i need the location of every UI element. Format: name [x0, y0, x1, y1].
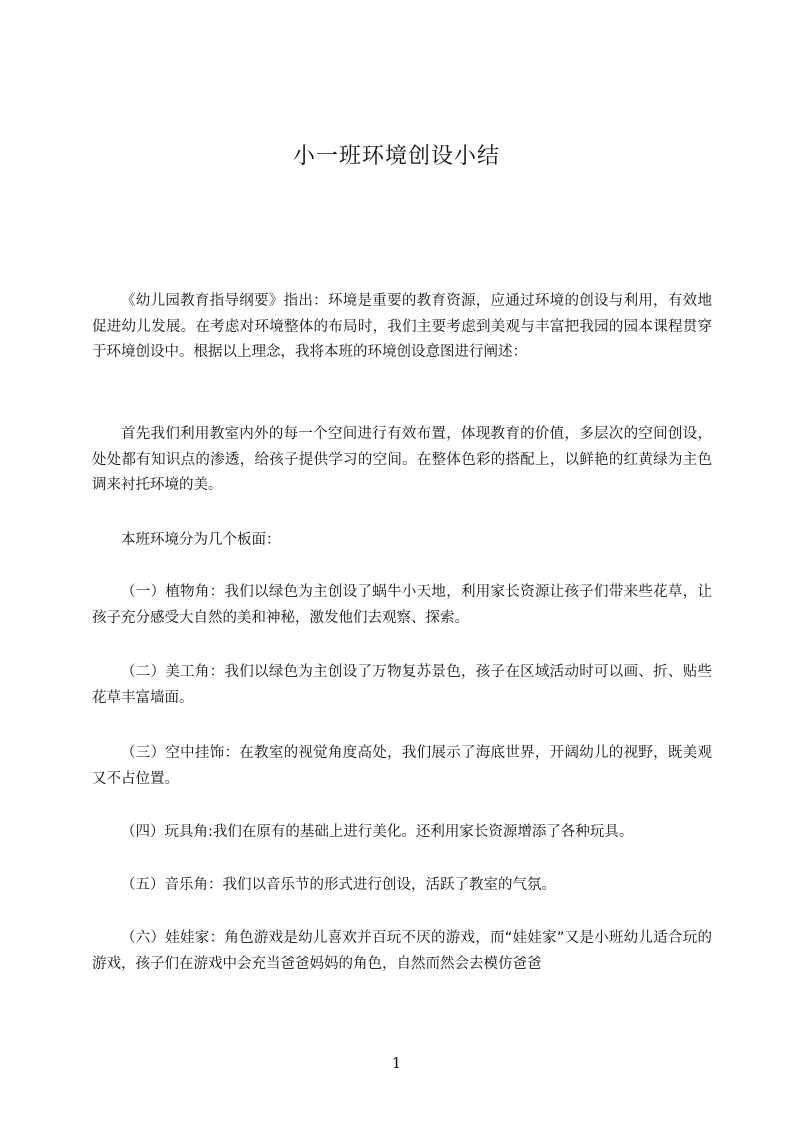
paragraph-plant-corner: （一）植物角：我们以绿色为主创设了蜗牛小天地，利用家长资源让孩子们带来些花草，让孩子充分感受大自然的美和神秘，激发他们去观察、探索。	[92, 584, 712, 626]
paragraph-toy-corner: （四）玩具角:我们在原有的基础上进行美化。还利用家长资源增添了各种玩具。	[121, 824, 634, 840]
paragraph-music-corner: （五）音乐角：我们以音乐节的形式进行创设，活跃了教室的气氛。	[121, 877, 556, 893]
page-number: 1	[391, 1054, 402, 1072]
document-title: 小一班环境创设小结	[292, 144, 500, 169]
paragraph-intro: 《幼儿园教育指导纲要》指出：环境是重要的教育资源，应通过环境的创设与利用，有效地促进幼儿发展。在考虑对环境整体的布局时，我们主要考虑到美观与丰富把我园的园本课程贯穿于环境创设中。根据以上理念，我将本班的环境创设意图进行阐述：	[92, 293, 712, 360]
paragraph-sections-intro: 本班环境分为几个板面：	[121, 532, 281, 548]
paragraph-doll-house: （六）娃娃家：角色游戏是幼儿喜欢并百玩不厌的游戏，而“娃娃家”又是小班幼儿适合玩的游戏，孩子们在游戏中会充当爸爸妈妈的角色，自然而然会去模仿爸爸	[92, 930, 712, 972]
paragraph-hanging-decor: （三）空中挂饰：在教室的视觉角度高处，我们展示了海底世界，开阔幼儿的视野，既美观又不占位置。	[92, 745, 712, 787]
paragraph-art-corner: （二）美工角：我们以绿色为主创设了万物复苏景色，孩子在区域活动时可以画、折、贴些花草丰富墙面。	[92, 664, 712, 706]
paragraph-layout: 首先我们利用教室内外的每一个空间进行有效布置，体现教育的价值，多层次的空间创设，处处都有知识点的渗透，给孩子提供学习的空间。在整体色彩的搭配上，以鲜艳的红黄绿为主色调来衬托环境的美。	[92, 426, 712, 493]
